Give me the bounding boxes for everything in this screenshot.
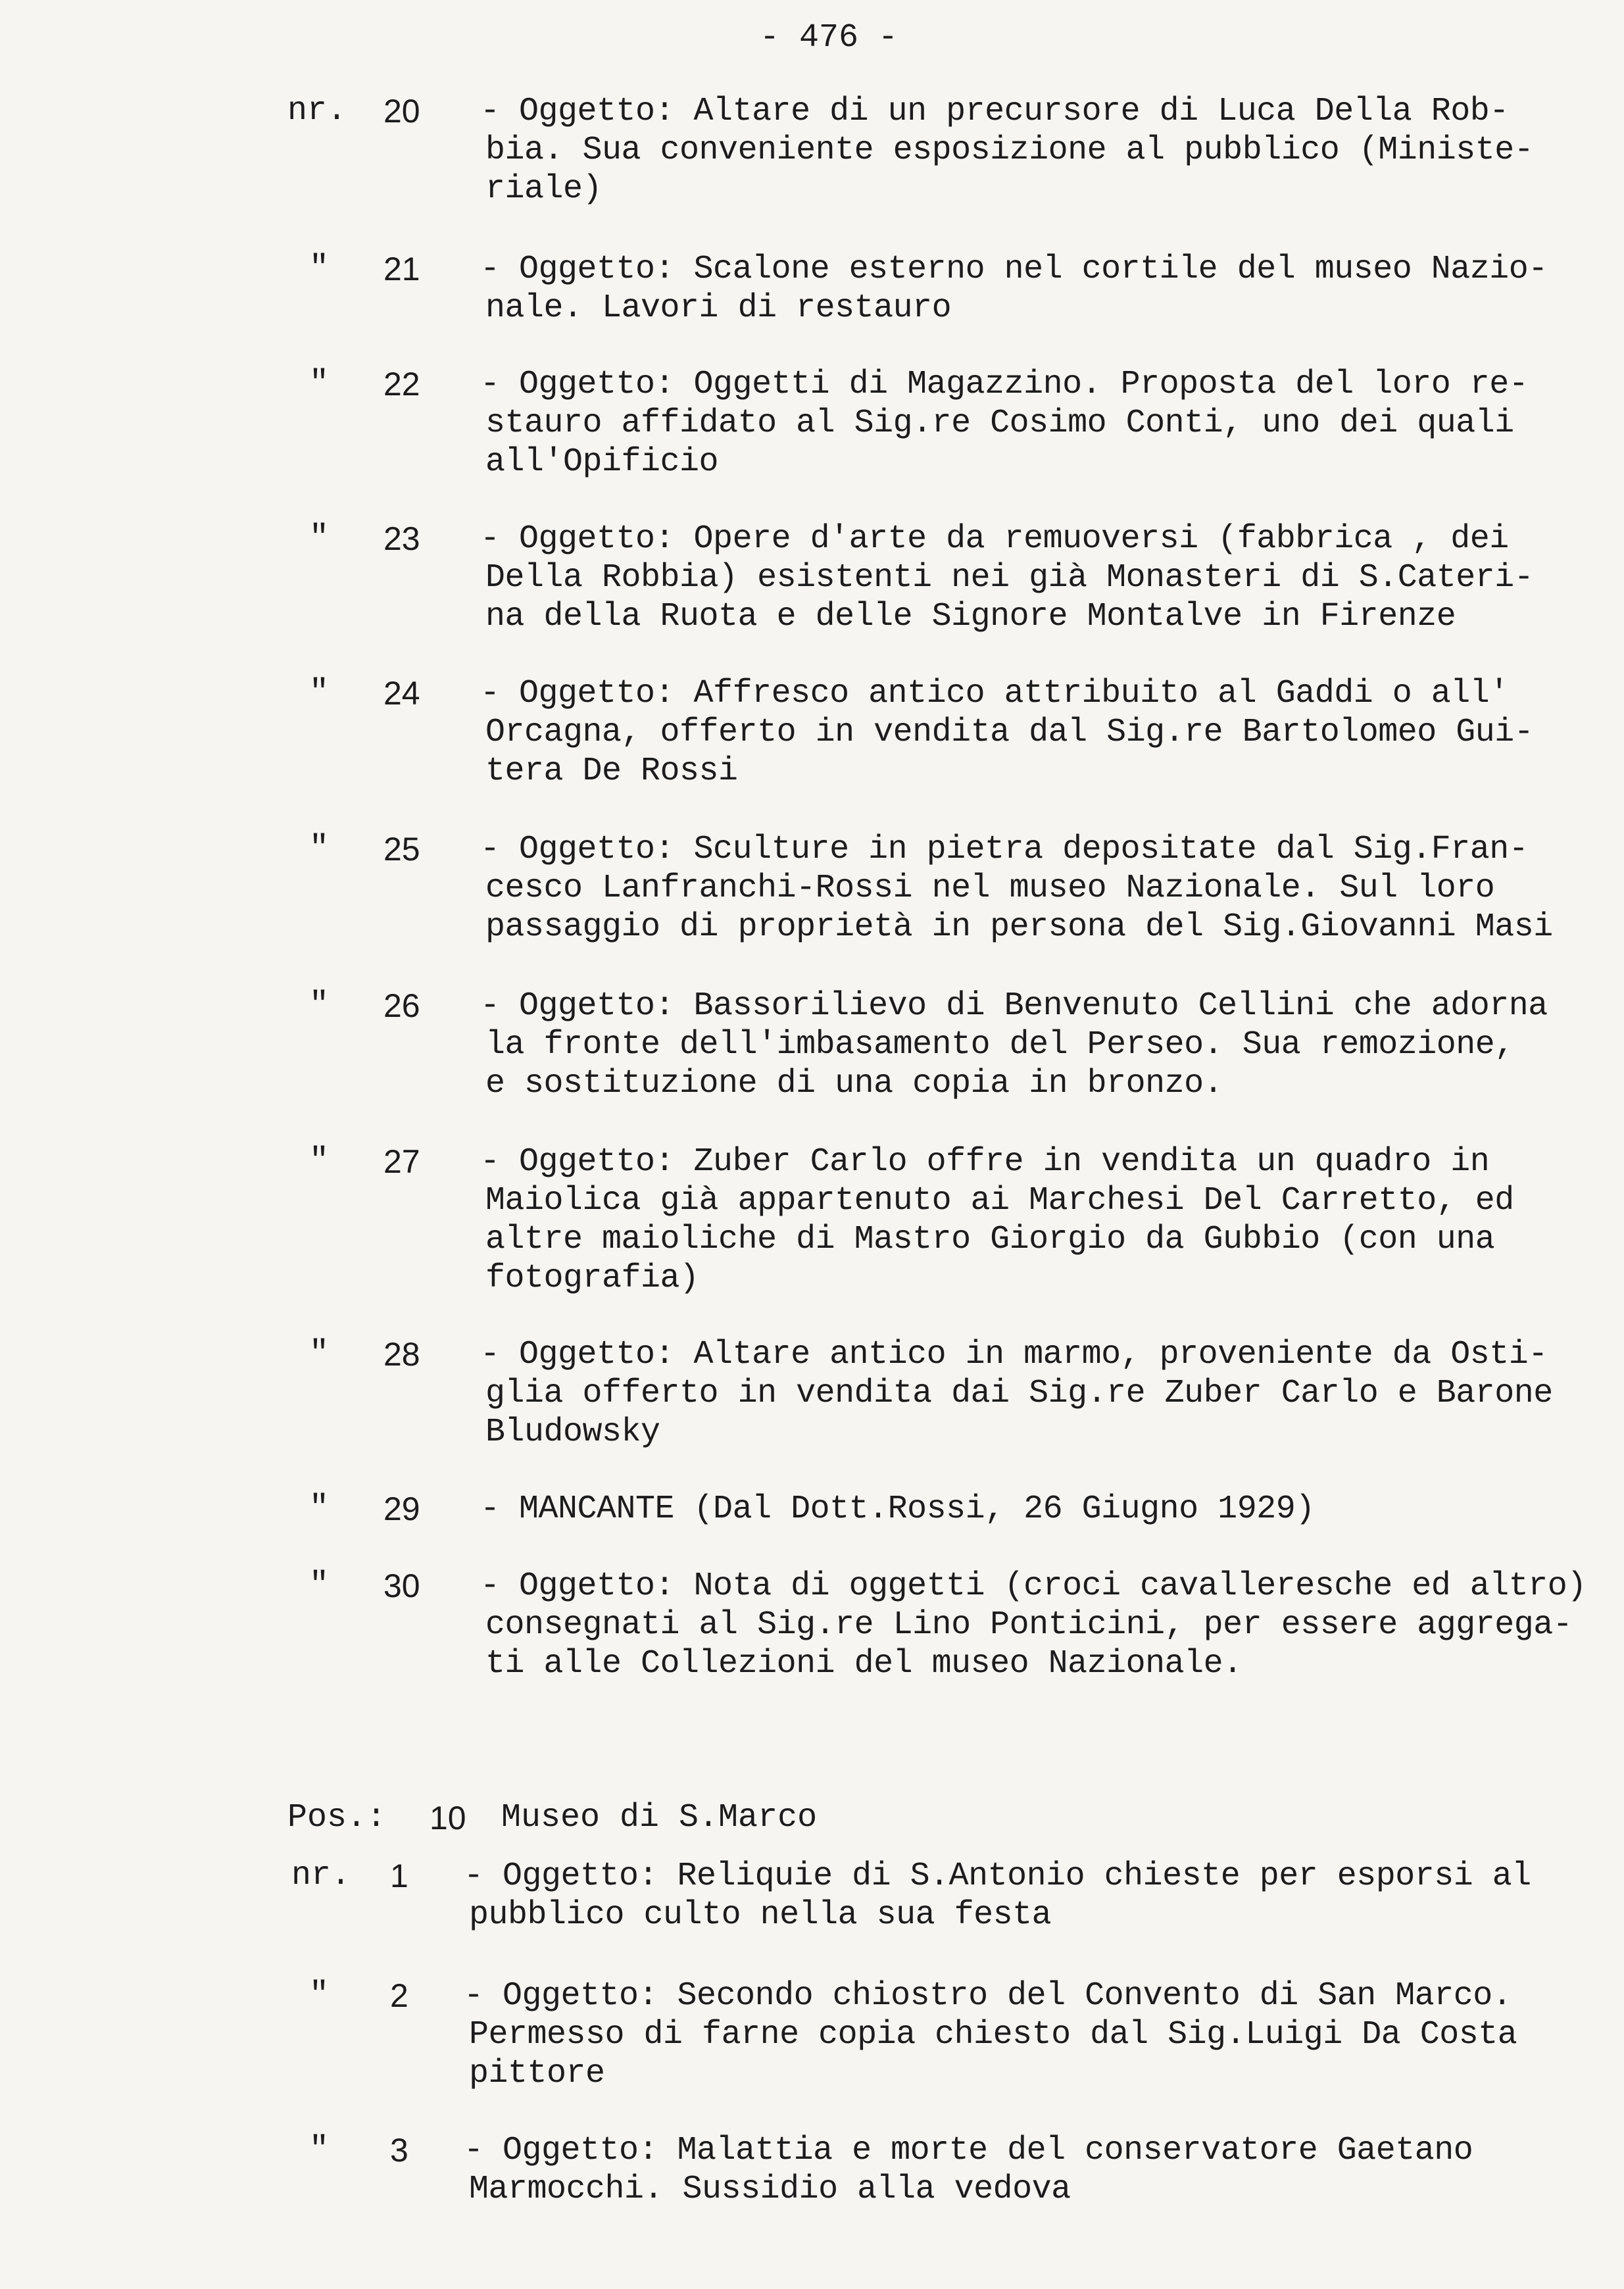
entry-line: - Oggetto: Affresco antico attribuito al Gaddi o all' bbox=[480, 675, 1509, 712]
entry-prefix: " bbox=[309, 365, 330, 403]
entry-number: 3 bbox=[390, 2132, 408, 2169]
entry-prefix: nr. bbox=[287, 92, 347, 130]
section-number: 10 bbox=[430, 1800, 466, 1836]
entry-line: - Oggetto: Bassorilievo di Benvenuto Cellini che adorna bbox=[480, 987, 1548, 1025]
entry-line: - Oggetto: Altare antico in marmo, proveniente da Osti- bbox=[480, 1336, 1548, 1373]
entry-text bbox=[464, 1977, 1517, 2093]
entry-line: - MANCANTE (Dal Dott.Rossi, 26 Giugno 1929) bbox=[480, 1490, 1315, 1528]
entry-line: consegnati al Sig.re Lino Ponticini, per essere aggrega- bbox=[485, 1606, 1573, 1644]
entry-prefix: " bbox=[309, 1567, 330, 1604]
entry-number: 30 bbox=[383, 1567, 420, 1604]
entry-text bbox=[480, 1143, 1514, 1298]
entry-line: bia. Sua conveniente esposizione al pubblico (Ministe- bbox=[485, 132, 1534, 169]
entry-line: pittore bbox=[469, 2055, 605, 2092]
entry-text bbox=[464, 1857, 1531, 1934]
entry-number: 1 bbox=[390, 1858, 408, 1894]
page-number: - 476 - bbox=[760, 19, 898, 57]
entry-line: - Oggetto: Secondo chiostro del Convento di San Marco. bbox=[464, 1977, 1512, 2015]
entry-line: riale) bbox=[485, 170, 603, 208]
entry-prefix: " bbox=[309, 1490, 330, 1527]
entry-line: glia offerto in vendita dai Sig.re Zuber Carlo e Barone bbox=[485, 1375, 1553, 1412]
entry-line: passaggio di proprietà in persona del Sig.Giovanni Masi bbox=[485, 908, 1553, 946]
entry-line: Marmocchi. Sussidio alla vedova bbox=[469, 2171, 1071, 2208]
entry-text bbox=[480, 830, 1553, 947]
entry-text bbox=[464, 2131, 1473, 2209]
entry-line: altre maioliche di Mastro Giorgio da Gubbio (con una bbox=[485, 1221, 1495, 1258]
entry-line: fotografia) bbox=[485, 1260, 699, 1297]
entry-text bbox=[480, 1567, 1587, 1683]
entry-text bbox=[480, 250, 1548, 328]
entry-number: 25 bbox=[383, 831, 420, 868]
entry-line: - Oggetto: Malattia e morte del conservatore Gaetano bbox=[464, 2132, 1473, 2169]
entry-number: 26 bbox=[383, 987, 420, 1024]
entry-line: - Oggetto: Altare di un precursore di Luca Della Rob- bbox=[480, 93, 1509, 130]
entry-line: - Oggetto: Sculture in pietra depositate dal Sig.Fran- bbox=[480, 831, 1529, 868]
entry-text bbox=[480, 520, 1533, 636]
entry-number: 22 bbox=[383, 366, 420, 403]
entry-line: nale. Lavori di restauro bbox=[485, 289, 952, 327]
entry-line: Bludowsky bbox=[485, 1414, 660, 1451]
entry-line: Maiolica già appartenuto ai Marchesi Del Carretto, ed bbox=[485, 1182, 1514, 1219]
entry-prefix: " bbox=[309, 2131, 330, 2169]
entry-prefix: " bbox=[309, 830, 330, 868]
section-title: Museo di S.Marco bbox=[501, 1799, 818, 1836]
entry-prefix: " bbox=[309, 674, 330, 712]
entry-number: 23 bbox=[383, 520, 420, 557]
entry-line: - Oggetto: Scalone esterno nel cortile del museo Nazio- bbox=[480, 251, 1548, 288]
entry-prefix: " bbox=[309, 1335, 330, 1373]
entry-line: cesco Lanfranchi-Rossi nel museo Nazionale. Sul loro bbox=[485, 870, 1495, 907]
entry-line: tera De Rossi bbox=[485, 752, 738, 790]
entry-text bbox=[480, 1490, 1315, 1529]
entry-line: stauro affidato al Sig.re Cosimo Conti, uno dei quali bbox=[485, 405, 1514, 442]
entry-line: na della Ruota e delle Signore Montalve in Firenze bbox=[485, 598, 1456, 635]
entry-line: - Oggetto: Nota di oggetti (croci cavalleresche ed altro) bbox=[480, 1567, 1587, 1605]
entry-line: Permesso di farne copia chiesto dal Sig.Luigi Da Costa bbox=[469, 2016, 1517, 2054]
entry-prefix: " bbox=[309, 250, 330, 287]
entry-number: 20 bbox=[383, 93, 420, 130]
entry-number: 29 bbox=[383, 1490, 420, 1527]
entry-line: pubblico culto nella sua festa bbox=[469, 1896, 1052, 1934]
entry-line: Orcagna, offerto in vendita dal Sig.re Bartolomeo Gui- bbox=[485, 714, 1534, 751]
entry-number: 27 bbox=[383, 1143, 420, 1180]
section-prefix: Pos.: bbox=[287, 1799, 387, 1836]
entry-prefix: " bbox=[309, 1977, 330, 2014]
entry-text bbox=[480, 365, 1528, 481]
entry-prefix: " bbox=[309, 520, 330, 557]
entry-prefix: " bbox=[309, 987, 330, 1024]
entry-number: 2 bbox=[390, 1977, 408, 2014]
entry-line: - Oggetto: Zuber Carlo offre in vendita un quadro in bbox=[480, 1143, 1490, 1181]
entry-line: all'Opificio bbox=[485, 443, 719, 481]
entry-number: 21 bbox=[383, 251, 420, 287]
entry-text bbox=[480, 987, 1548, 1103]
entry-line: - Oggetto: Reliquie di S.Antonio chieste per esporsi al bbox=[464, 1858, 1531, 1895]
entry-prefix: " bbox=[309, 1143, 330, 1180]
entry-line: ti alle Collezioni del museo Nazionale. bbox=[485, 1645, 1243, 1683]
entry-text bbox=[480, 92, 1533, 209]
entry-text bbox=[480, 1335, 1553, 1452]
entry-text bbox=[480, 674, 1533, 791]
entry-number: 28 bbox=[383, 1336, 420, 1373]
entry-line: Della Robbia) esistenti nei già Monasteri di S.Cateri- bbox=[485, 559, 1534, 597]
entry-line: la fronte dell'imbasamento del Perseo. Sua remozione, bbox=[485, 1026, 1514, 1064]
entry-number: 24 bbox=[383, 675, 420, 712]
entry-line: - Oggetto: Opere d'arte da remuoversi (fabbrica , dei bbox=[480, 520, 1509, 558]
entry-line: - Oggetto: Oggetti di Magazzino. Proposta del loro re- bbox=[480, 366, 1529, 403]
entry-prefix: nr. bbox=[291, 1857, 351, 1894]
entry-line: e sostituzione di una copia in bronzo. bbox=[485, 1065, 1223, 1102]
